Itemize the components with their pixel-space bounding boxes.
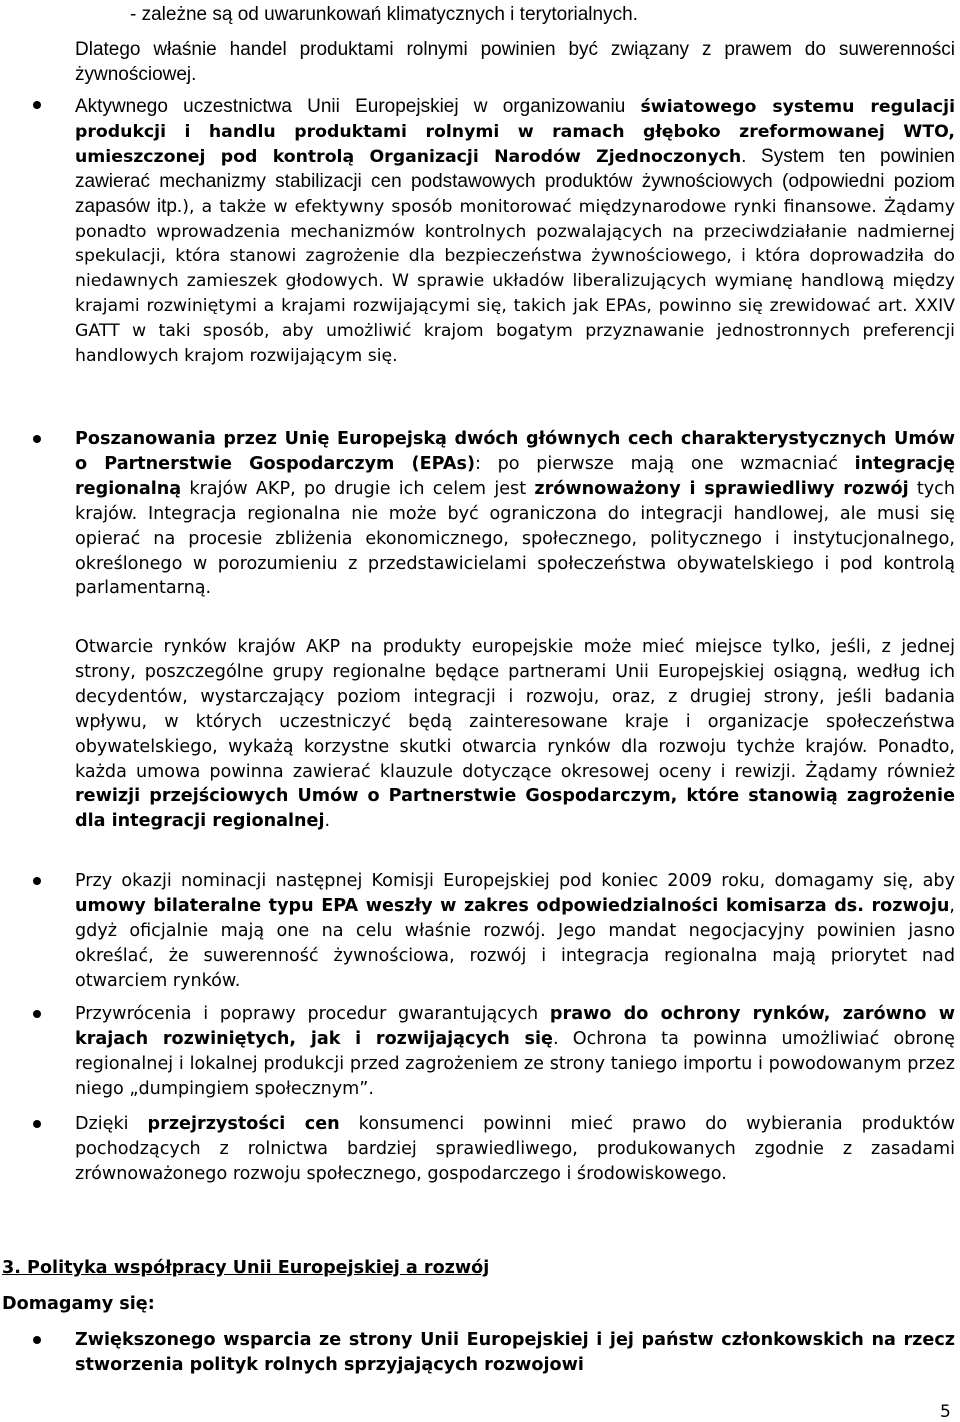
- bold-text: przejrzystości cen: [147, 1114, 340, 1134]
- bold-text: światowego systemu regulacji produkcji i handlu produktami rolnymi w ramach głęboko zreformowanej WTO, umieszczonej pod kontrolą Organizacji Narodów Zjednoczonych: [75, 97, 956, 167]
- bold-text: Zwiększonego wsparcia ze strony Unii Europejskiej i jej państw członkowskich na rzecz stworzenia polityk rolnych sprzyjających rozwojowi: [75, 1330, 955, 1375]
- dash-line-text: - zależne są od uwarunkowań klimatycznych i terytorialnych.: [130, 4, 638, 25]
- bullet-paragraph-4: [75, 1002, 955, 1102]
- page-number: 5: [940, 1402, 951, 1422]
- bold-text: integrację regionalną: [75, 453, 956, 499]
- bullet-dot: [33, 1120, 41, 1128]
- text-span: , gdyż oficjalnie mają one na celu właśnie rozwój. Jego mandat negocjacyjny powinien jasno określać, że suwerenność żywnościowa, rozwój i integracja regionalna mają priorytet nad otwarciem rynków.: [75, 895, 955, 991]
- bullet-dot: [33, 435, 41, 443]
- akp-paragraph: [75, 635, 955, 834]
- text-span: ), a także w efektywny sposób monitorować międzynarodowe rynki finansowe. Żądamy ponadto wprowadzenia mechanizmów kontrolnych pozwalających na przeciwdziałanie nadmiernej spekulacji, która stanowi zagrożenie dla bezpieczeństwa żywnościowego, i która doprowadziła do niedawnych zamieszek głodowych. W sprawie układów liberalizujących wymianę handlową między krajami rozwiniętymi a krajami rozwijającymi się, takich jak EPAs, powinno się zrewidować art. XXIV GATT w taki sposób, aby umożliwić krajom bogatym przyznawanie jednostronnych preferencji handlowych krajom rozwijającym się.: [75, 196, 955, 367]
- bold-text: zrównoważony i sprawiedliwy rozwój: [534, 478, 909, 499]
- text-span: . System ten powinien zawierać mechanizmy stabilizacji cen podstawowych produktów żywnościowych (odpowiedni poziom zapasów itp.: [75, 145, 955, 217]
- intro-paragraph: Dlatego właśnie handel produktami rolnymi powinien być związany z prawem do suwerenności żywnościowej.: [75, 39, 955, 85]
- text-span: Przy okazji nominacji następnej Komisji Europejskiej pod koniec 2009 roku, domagamy się, aby: [75, 871, 955, 891]
- bold-text: umowy bilateralne typu EPA weszły w zakres odpowiedzialności komisarza ds. rozwoju: [75, 895, 950, 916]
- bullet-dot: [33, 1010, 41, 1018]
- text-span: Przywrócenia i poprawy procedur gwarantujących: [75, 1004, 550, 1024]
- bullet-paragraph-6: [75, 1328, 955, 1378]
- bullet-paragraph-3: [75, 869, 955, 994]
- bold-text: prawo do ochrony rynków, zarówno w krajach rozwiniętych, jak i rozwijających się: [75, 1004, 955, 1049]
- text-span: Otwarcie rynków krajów AKP na produkty europejskie może mieć miejsce tylko, jeśli, z jednej strony, poszczególne grupy regionalne będące partnerami Unii Europejskiej osiągną, według ich decydentów, wystarczający poziom integracji i rozwoju, oraz, z drugiej strony, jeśli badania wpływu, w których uczestniczyć będą zainteresowane kraje i organizacje społeczeństwa obywatelskiego, wykażą korzystne skutki otwarcia rynków dla rozwoju tychże krajów. Ponadto, każda umowa powinna zawierać klauzule dotyczące okresowej oceny i rewizji. Żądamy również: [75, 637, 955, 782]
- bullet-paragraph-2: [75, 427, 955, 601]
- bullet-paragraph-1: [75, 95, 955, 369]
- text-span: . Ochrona ta powinna umożliwiać obronę regionalnej i lokalnej produkcji przed zagrożeniem ze strony taniego importu i powodowanym przez niego „dumpingiem społecznym”.: [75, 1028, 956, 1099]
- bold-text: Poszanowania przez Unię Europejską dwóch głównych cech charakterystycznych Umów o Partnerstwie Gospodarczym (EPAs): [75, 429, 955, 474]
- text-span: Aktywnego uczestnictwa Unii Europejskiej w organizowaniu: [75, 96, 641, 117]
- text-span: konsumenci powinni mieć prawo do wybierania produktów pochodzących z rolnictwa bardziej sprawiedliwego, produkowanych zgodnie z zasadami zrównoważonego rozwoju społecznego, gospodarczego i środowiskowego.: [75, 1114, 955, 1184]
- bullet-dot: [33, 101, 41, 109]
- bullet-dot: [33, 877, 41, 885]
- text-span: Dzięki: [75, 1114, 148, 1134]
- section-subheading: Domagamy się:: [2, 1294, 155, 1314]
- text-span: .: [324, 811, 331, 832]
- bullet-paragraph-5: [75, 1112, 955, 1187]
- text-span: krajów AKP, po drugie ich celem jest: [181, 478, 535, 499]
- bullet-dot: [33, 1336, 41, 1344]
- text-span: tych krajów. Integracja regionalna nie może być ograniczona do integracji handlowej, ale musi się opierać na procesie zbliżenia ekonomicznego, społecznego, politycznego i instytucjonalnego, określonego w porozumieniu z przedstawicielami społeczeństwa obywatelskiego i pod kontrolą parlamentarną.: [75, 478, 955, 599]
- section-heading: 3. Polityka współpracy Unii Europejskiej a rozwój: [2, 1258, 490, 1278]
- bold-text: rewizji przejściowych Umów o Partnerstwie Gospodarczym, które stanowią zagrożenie dla integracji regionalnej: [75, 786, 955, 832]
- text-span: : po pierwsze mają one wzmacniać: [475, 453, 855, 474]
